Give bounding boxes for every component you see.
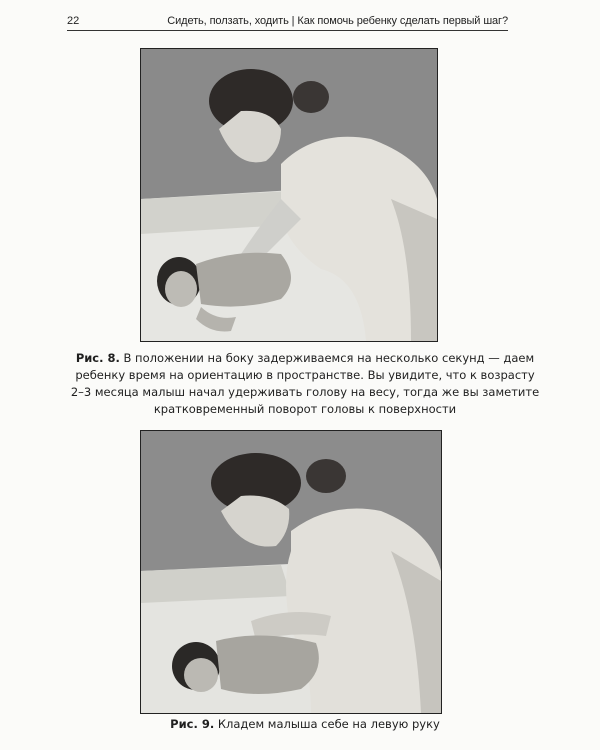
figure-8-caption	[70, 350, 540, 418]
page-number: 22	[67, 15, 80, 27]
figure-9-illustration	[141, 431, 441, 713]
figure-9-caption	[70, 716, 540, 733]
running-title: Сидеть, ползать, ходить | Как помочь ребенку сделать первый шаг?	[167, 15, 508, 27]
header-rule	[67, 30, 508, 31]
figure-9-label: Рис. 9.	[170, 717, 215, 731]
running-header	[67, 11, 508, 31]
figure-9-text: Кладем малыша себе на левую руку	[217, 717, 440, 731]
figure-8-photo	[140, 48, 438, 342]
figure-8-label: Рис. 8.	[75, 351, 120, 365]
figure-9-photo	[140, 430, 442, 714]
figure-8-text: В положении на боку задерживаемся на несколько секунд — даем ребенку время на ориентацию в пространстве. Вы увидите, что к возрасту 2–3 месяца малыш начал удерживать голову на весу, тогда же вы заметите кратковременный поворот головы к поверхности	[70, 351, 540, 416]
figure-8-illustration	[141, 49, 437, 341]
